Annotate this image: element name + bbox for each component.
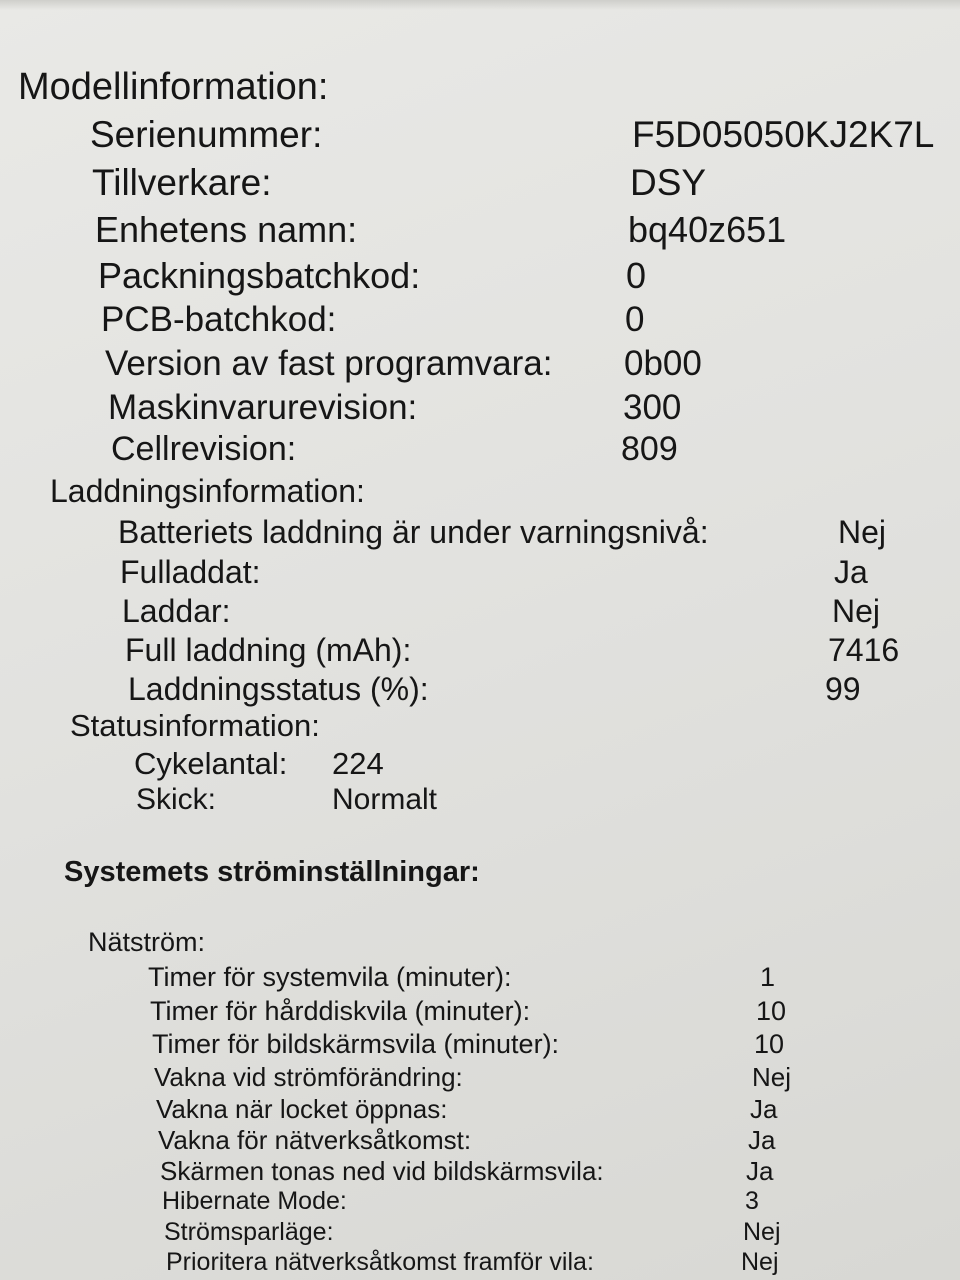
info-value: bq40z651 (628, 209, 787, 250)
info-row-pack-batch-code (0, 255, 960, 299)
info-label: Vakna vid strömförändring: (154, 1062, 463, 1092)
info-row-charging (0, 593, 960, 633)
info-value: 300 (623, 388, 682, 427)
model-info-heading: Modellinformation: (18, 66, 329, 108)
info-row-below-warning-level (0, 514, 960, 554)
info-label: Timer för systemvila (minuter): (148, 962, 512, 992)
info-label: Prioritera nätverksåtkomst framför vila: (166, 1248, 594, 1276)
info-label: Cykelantal: (134, 746, 288, 781)
info-row-condition (0, 783, 960, 821)
info-label: Maskinvarurevision: (108, 388, 418, 427)
info-label: Hibernate Mode: (162, 1187, 347, 1215)
ac-power-heading: Nätström: (88, 927, 206, 957)
status-info-heading: Statusinformation: (70, 708, 320, 743)
info-value: Ja (748, 1125, 776, 1155)
info-row-wake-on-lid-open (0, 1094, 960, 1128)
info-label: PCB-batchkod: (101, 300, 337, 339)
info-label: Batteriets laddning är under varningsnivå: (118, 514, 709, 550)
info-label: Laddningsstatus (%): (128, 671, 429, 707)
info-value: 224 (332, 746, 384, 781)
info-row-device-name (0, 209, 960, 253)
info-row-cycle-count (0, 746, 960, 784)
info-value: 7416 (828, 632, 900, 668)
info-row-hardware-revision (0, 388, 960, 432)
info-row-wake-on-power-change (0, 1062, 960, 1096)
info-value: 0 (625, 300, 645, 339)
info-row-hibernate-mode (0, 1187, 960, 1221)
info-row-manufacturer (0, 162, 960, 206)
info-label: Skick: (136, 783, 217, 816)
info-label: Packningsbatchkod: (98, 255, 421, 296)
info-label: Tillverkare: (92, 162, 272, 203)
power-settings-heading: Systemets ströminställningar: (64, 856, 480, 888)
window-top-edge (0, 0, 960, 10)
info-value: 3 (745, 1187, 759, 1215)
info-label: Vakna för nätverksåtkomst: (158, 1125, 472, 1155)
info-label: Timer för bildskärmsvila (minuter): (152, 1029, 560, 1059)
info-label: Version av fast programvara: (105, 344, 553, 383)
info-label: Strömsparläge: (164, 1218, 334, 1246)
info-label: Full laddning (mAh): (125, 632, 412, 668)
info-row-disk-sleep-timer (0, 996, 960, 1030)
info-label: Timer för hårddiskvila (minuter): (150, 996, 531, 1026)
info-value: 99 (825, 671, 861, 707)
info-value: F5D05050KJ2K7L (632, 114, 935, 155)
info-row-full-charge-capacity (0, 632, 960, 672)
info-value: Ja (750, 1094, 778, 1124)
info-row-display-sleep-timer (0, 1029, 960, 1063)
info-row-power-saving-mode (0, 1218, 960, 1252)
info-value: Nej (741, 1248, 779, 1276)
info-value: 0b00 (624, 344, 702, 383)
info-row-wake-on-network (0, 1125, 960, 1159)
info-row-pcb-batch-code (0, 300, 960, 344)
info-value: Nej (838, 514, 887, 550)
info-label: Enhetens namn: (95, 209, 358, 250)
info-row-firmware-version (0, 344, 960, 388)
charge-info-heading: Laddningsinformation: (50, 473, 365, 509)
info-row-charge-status-percent (0, 671, 960, 711)
info-value: 0 (626, 255, 647, 296)
info-label: Laddar: (122, 593, 231, 629)
info-value: DSY (630, 162, 707, 203)
info-row-dim-on-display-sleep (0, 1156, 960, 1190)
info-row-fully-charged (0, 554, 960, 594)
info-label: Vakna när locket öppnas: (156, 1094, 448, 1124)
info-label: Serienummer: (90, 114, 323, 155)
info-value: 1 (760, 962, 776, 992)
info-row-cell-revision (0, 430, 960, 474)
info-label: Cellrevision: (111, 430, 297, 468)
info-value: Ja (746, 1156, 774, 1186)
info-value: 809 (621, 430, 678, 468)
info-row-serial-number (0, 114, 960, 158)
info-row-prioritize-network-over-sleep (0, 1248, 960, 1280)
info-value: Nej (752, 1062, 792, 1092)
info-value: Nej (743, 1218, 781, 1246)
info-label: Fulladdat: (120, 554, 261, 590)
info-value: Normalt (332, 783, 438, 816)
info-value: Nej (832, 593, 881, 629)
info-value: 10 (756, 996, 787, 1026)
info-row-system-sleep-timer (0, 962, 960, 996)
info-label: Skärmen tonas ned vid bildskärmsvila: (160, 1156, 604, 1186)
info-value: 10 (754, 1029, 785, 1059)
info-value: Ja (834, 554, 868, 590)
